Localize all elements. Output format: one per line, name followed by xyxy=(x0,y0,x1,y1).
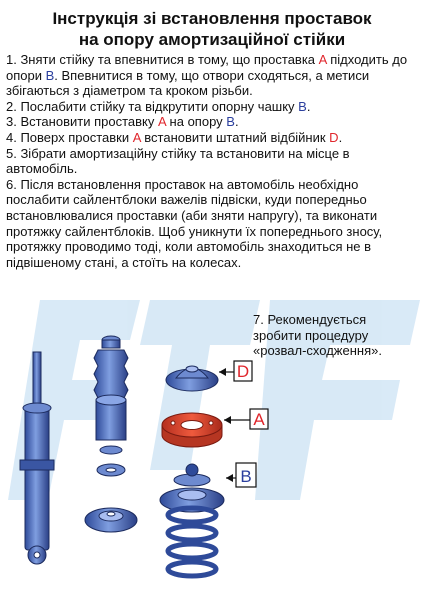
bump-stop-stack xyxy=(85,336,137,532)
shock-absorber xyxy=(20,352,54,564)
letter-b: B xyxy=(226,114,235,130)
step-3: 3. Встановити проставку A на опору B. xyxy=(6,114,239,130)
coil-spring xyxy=(168,508,216,576)
step-6: 6. Після встановлення проставок на автомобіль необхідно послабити сайлентблоки важелів підвіски, куди попередньо встановлювалися проставки (аби зняти напругу), та виконати протяжку сайлентблоків. Щоб уникнути їх попереднього зносу, протяжку проводимо тоді, коли автомобіль знаходиться не в підвішеному стані, а стоїть на колесах. xyxy=(6,176,383,270)
letter-a: A xyxy=(132,129,141,145)
label-b-text: B xyxy=(240,467,252,486)
top-mount-d xyxy=(166,366,218,391)
letter-b: B xyxy=(45,67,55,83)
letter-a: A xyxy=(157,114,166,130)
letter-b: B xyxy=(298,98,307,114)
step-5: 5. Зібрати амортизаційну стійку та встановити на місце в автомобіль. xyxy=(6,145,350,177)
spacer-a xyxy=(162,413,222,447)
title-line-2: на опору амортизаційної стійки xyxy=(78,30,346,49)
step-2: 2. Послабити стійку та відкрутити опорну чашку B. xyxy=(6,98,311,114)
step-1: 1. Зняти стійку та впевнитися в тому, що проставка A підходить до опори B. Впевнитися в тому, що отвори сходяться, а метиси збігаються з діаметром та кроком різьби. xyxy=(6,52,408,99)
label-d xyxy=(219,361,252,381)
title-line-1: Інструкція зі встановлення проставок xyxy=(52,9,372,28)
label-d-text: D xyxy=(236,362,250,381)
step-4: 4. Поверх проставки A встановити штатний відбійник D. xyxy=(6,129,343,145)
letter-a: A xyxy=(318,52,327,67)
step-7-note: 7. Рекомендується зробити процедуру «розвал-сходження». xyxy=(253,312,382,359)
instruction-steps xyxy=(6,52,418,270)
letter-d: D xyxy=(329,129,339,145)
page-title xyxy=(0,8,424,50)
label-a xyxy=(224,409,268,429)
spring-seat-b xyxy=(160,464,224,512)
label-a-text: A xyxy=(253,410,265,429)
label-b xyxy=(226,463,256,487)
